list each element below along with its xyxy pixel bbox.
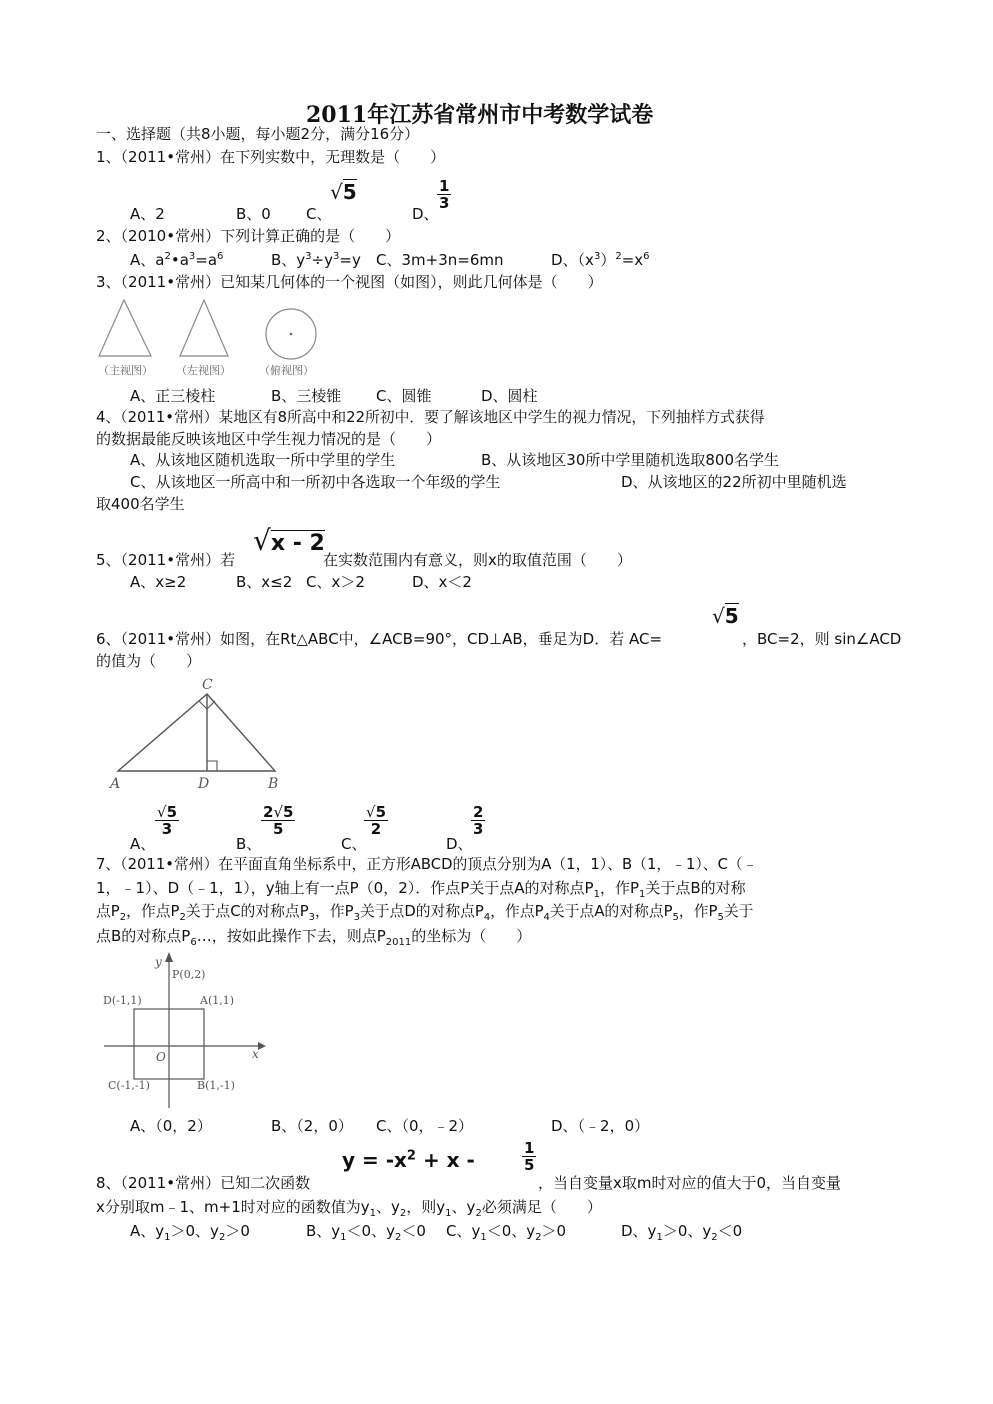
q3-view2-label: （左视图） xyxy=(176,364,231,377)
q7-option-a: A、（0，2） xyxy=(130,1117,212,1135)
q8-option-c: C、$y_1<0$、$y_2>0$ xyxy=(446,1222,567,1243)
y-axis-arrow xyxy=(165,952,173,962)
q3-option-b: B、三棱锥 xyxy=(271,387,342,405)
q8-option-b: B、$y_1<0$、$y_2<0$ xyxy=(306,1222,426,1243)
point-b-label: B(1,-1) xyxy=(197,1079,235,1092)
q2-option-b: B、$y^3\div y^3=y$ xyxy=(271,251,361,269)
q6-stem-prefix: 6、（2011•常州）如图，在Rt△ABC中，∠ACB=90°，CD⊥AB，垂足为D．若 AC= xyxy=(96,630,663,648)
q6-triangle-figure xyxy=(96,673,296,795)
q4-option-d: D、从该地区的22所初中里随机选 xyxy=(621,473,847,491)
q3-option-a: A、正三棱柱 xyxy=(130,387,216,405)
q6-option-b: B、 xyxy=(236,835,262,853)
x-axis-label: x xyxy=(252,1047,259,1061)
q4-stem-line1: 4、（2011•常州）某地区有8所高中和22所初中．要了解该地区中学生的视力情况，下列抽样方式获得 xyxy=(96,409,765,426)
q4-stem-line2: 的数据最能反映该地区中学生视力情况的是（ ） xyxy=(96,430,442,448)
q5-option-a: A、x≥2 xyxy=(130,573,187,591)
q6-option-b-fraction: $\frac{2√5}{5}$ xyxy=(263,803,294,838)
q6-sqrt-arg: 5 xyxy=(724,604,739,628)
label-d: D xyxy=(198,776,210,792)
q7-stem-line3: 点$P_2$，作点$P_2$关于点C的对称点$P_3$，作$P_3$关于点D的对称点$P_4$，作点$P_4$关于点A的对称点$P_5$，作$P_5$关于 xyxy=(96,903,754,923)
q6-option-c-fraction: $\frac{√5}{2}$ xyxy=(366,803,386,838)
q3-option-c: C、圆锥 xyxy=(376,387,432,405)
q6-option-a: A、 xyxy=(130,835,156,853)
q3-view1-label: （主视图） xyxy=(98,364,153,377)
y-axis-label: y xyxy=(155,955,162,969)
q7-stem-line4: 点B的对称点$P_6\dots$，按如此操作下去，则点$P_{2011}$的坐标为（ ） xyxy=(96,927,532,948)
q3-view3-label: （俯视图） xyxy=(259,364,314,377)
label-b: B xyxy=(268,776,279,792)
point-d-label: D(-1,1) xyxy=(103,994,142,1007)
q1-sqrt-arg: 5 xyxy=(342,180,357,204)
q8-function-fraction: $\frac{1}{5}$ xyxy=(524,1139,535,1174)
q8-function-expression: $y = -x^2 + x$ - xyxy=(342,1148,475,1172)
q5-stem-prefix: 5、（2011•常州）若 xyxy=(96,551,236,569)
q5-sqrt-arg: x - 2 xyxy=(270,531,325,556)
q2-option-d: D、$(x^3)^2=x^6$ xyxy=(551,251,650,269)
q5-option-d: D、x＜2 xyxy=(412,573,472,591)
triangle-abc xyxy=(118,694,275,771)
q6-option-d-fraction: $\frac{2}{3}$ xyxy=(473,803,484,838)
q6-stem-suffix: ，BC=2，则 sin∠ACD xyxy=(742,630,902,648)
q8-stem-line2: x分别取m﹣1、m+1时对应的函数值为$y_1$、$y_2$，则$y_1$、$y_2$必须满足（ ） xyxy=(96,1198,602,1219)
q2-stem: 2、（2010•常州）下列计算正确的是（ ） xyxy=(96,227,401,245)
main-view-triangle xyxy=(99,300,151,356)
q4-option-c: C、从该地区一所高中和一所初中各选取一个年级的学生 xyxy=(130,473,501,491)
q6-option-a-fraction: $\frac{√5}{3}$ xyxy=(157,803,177,838)
q1-frac-den: 3 xyxy=(439,194,450,212)
q1-option-a: A、2 xyxy=(130,205,165,223)
q1-option-d: D、 xyxy=(412,205,439,223)
q6-option-c: C、 xyxy=(341,835,367,853)
label-c: C xyxy=(202,677,213,693)
right-angle-d xyxy=(207,761,217,771)
q4-option-d-continued: 取400名学生 xyxy=(96,495,185,513)
q7-option-b: B、（2，0） xyxy=(271,1117,353,1135)
q3-option-d: D、圆柱 xyxy=(481,387,538,405)
q8-option-d: D、$y_1>0$、$y_2<0$ xyxy=(621,1222,743,1243)
section-heading: 一、选择题（共8小题，每小题2分，满分16分） xyxy=(96,125,420,143)
q5-sqrt-expression: √x - 2 xyxy=(253,524,325,557)
q2-option-c: C、3m+3n=6mn xyxy=(376,251,504,269)
q7-stem-line2: 1，﹣1）、D（﹣1，1），y轴上有一点P（0，2）．作点P关于点A的对称点$P_1$，作$P_1$关于点B的对称 xyxy=(96,879,746,900)
q7-option-d: D、（﹣2，0） xyxy=(551,1117,650,1135)
q6-option-d: D、 xyxy=(446,835,473,853)
q1-stem: 1、（2011•常州）在下列实数中，无理数是（ ） xyxy=(96,148,446,166)
q1-sqrt-5: √5 xyxy=(330,180,357,204)
q6-stem-line2: 的值为（ ） xyxy=(96,652,202,670)
q7-coordinate-figure xyxy=(96,950,268,1110)
q8-stem-suffix: ，当自变量x取m时对应的值大于0，当自变量 xyxy=(538,1174,842,1192)
q1-option-c: C、 xyxy=(306,205,332,223)
q1-fraction xyxy=(437,178,451,211)
q8-stem-prefix: 8、（2011•常州）已知二次函数 xyxy=(96,1174,311,1192)
q7-option-c: C、（0，﹣2） xyxy=(376,1117,474,1135)
q5-stem-suffix: 在实数范围内有意义，则x的取值范围（ ） xyxy=(323,551,632,569)
left-view-triangle xyxy=(180,300,228,356)
q4-option-b: B、从该地区30所中学里随机选取800名学生 xyxy=(481,451,780,469)
q1-option-b: B、0 xyxy=(236,205,271,223)
q3-stem: 3、（2011•常州）已知某几何体的一个视图（如图），则此几何体是（ ） xyxy=(96,273,603,291)
q6-sqrt-5: √5 xyxy=(712,604,739,628)
label-a: A xyxy=(110,776,121,792)
q4-option-a: A、从该地区随机选取一所中学里的学生 xyxy=(130,451,396,469)
page-title: 2011年江苏省常州市中考数学试卷 xyxy=(306,102,654,128)
q5-option-b: B、x≤2 xyxy=(236,573,293,591)
point-c-label: C(-1,-1) xyxy=(108,1079,150,1092)
q7-stem-line1: 7、（2011•常州）在平面直角坐标系中，正方形ABCD的顶点分别为A（1，1）、B（1，﹣1）、C（﹣ xyxy=(96,856,758,873)
q5-option-c: C、x＞2 xyxy=(306,573,365,591)
q8-option-a: A、$y_1>0$、$y_2>0$ xyxy=(130,1222,250,1243)
point-p-label: P(0,2) xyxy=(172,968,206,981)
point-a-label: A(1,1) xyxy=(200,994,235,1007)
x-axis-arrow xyxy=(258,1042,266,1050)
q1-frac-num: 1 xyxy=(439,177,450,195)
q2-option-a: A、$a^2•a^3=a^6$ xyxy=(130,251,224,269)
origin-label: O xyxy=(156,1050,166,1064)
top-view-center-dot xyxy=(290,333,293,336)
